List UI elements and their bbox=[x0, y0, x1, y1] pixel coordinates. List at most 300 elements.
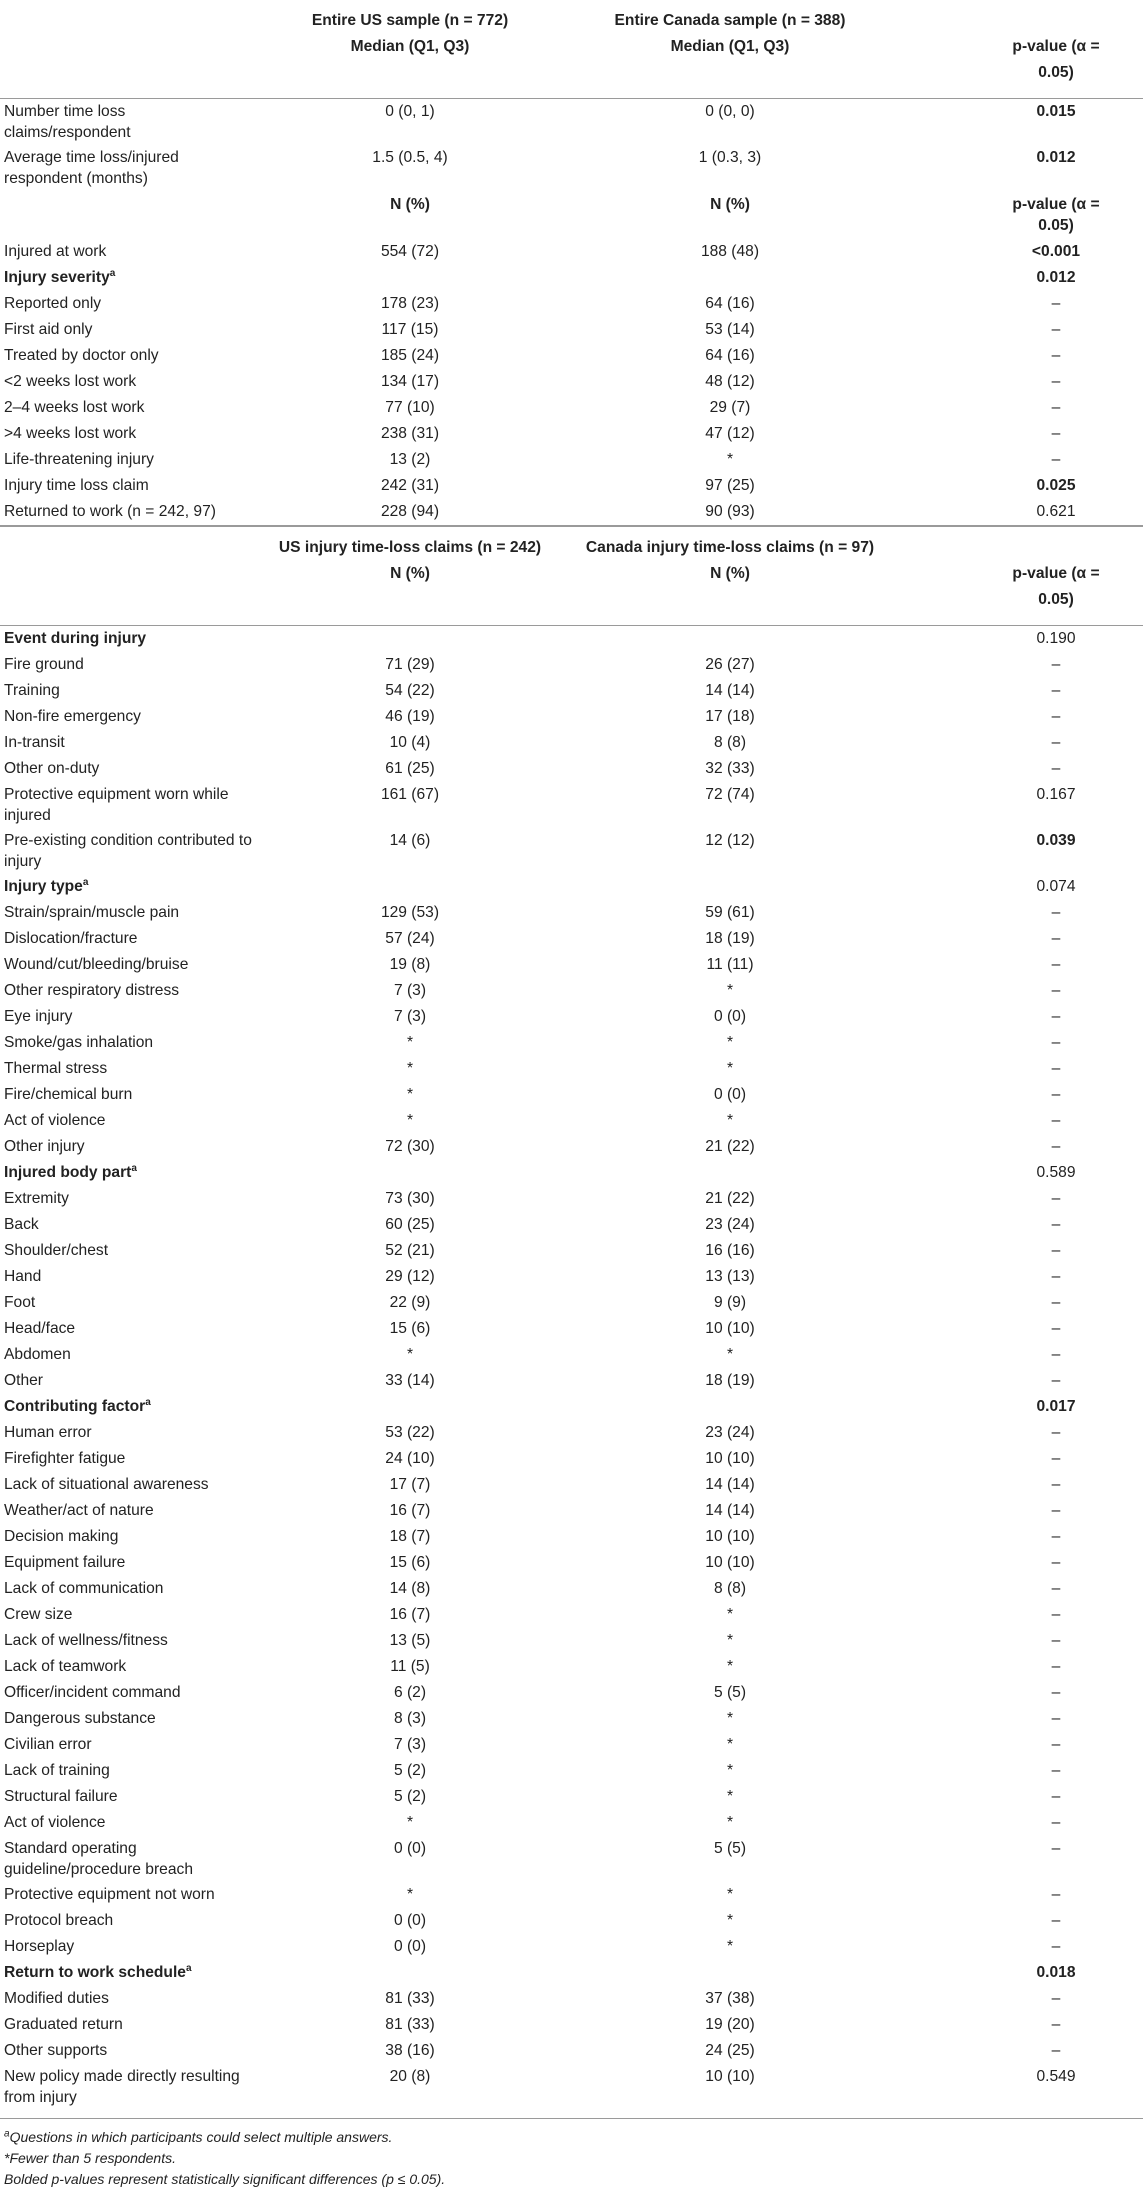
row-label-text: First aid only bbox=[4, 321, 93, 338]
table-row bbox=[0, 1108, 1143, 1134]
table-row bbox=[0, 499, 1143, 526]
p-value bbox=[900, 1420, 1143, 1446]
canada-value: * bbox=[726, 1710, 734, 1727]
us-value: 52 (21) bbox=[385, 1242, 435, 1259]
section-row bbox=[0, 874, 1143, 900]
p-value-text: – bbox=[1051, 1034, 1061, 1051]
us-value: 14 (6) bbox=[389, 832, 431, 849]
us-value bbox=[260, 1160, 560, 1186]
p-value bbox=[900, 239, 1143, 265]
p-value-text: – bbox=[1051, 1346, 1061, 1363]
row-label-text: Graduated return bbox=[4, 2016, 123, 2033]
table-row bbox=[0, 2012, 1143, 2038]
table-row bbox=[0, 1186, 1143, 1212]
header-empty-cell bbox=[900, 0, 1143, 34]
row-label bbox=[0, 1212, 260, 1238]
us-value: 46 (19) bbox=[385, 708, 435, 725]
row-label-text: Equipment failure bbox=[4, 1554, 126, 1571]
p-value bbox=[900, 1394, 1143, 1420]
canada-value: * bbox=[726, 1606, 734, 1623]
p-value bbox=[900, 828, 1143, 874]
p-value bbox=[900, 2038, 1143, 2064]
row-label bbox=[0, 1602, 260, 1628]
table-row bbox=[0, 1602, 1143, 1628]
canada-value bbox=[560, 1394, 900, 1420]
p-value bbox=[900, 99, 1143, 146]
row-label-text: Other supports bbox=[4, 2042, 108, 2059]
row-label bbox=[0, 1758, 260, 1784]
header-us-stat: Median (Q1, Q3) bbox=[350, 38, 470, 55]
row-label-text: Protocol breach bbox=[4, 1912, 114, 1929]
us-value: 16 (7) bbox=[389, 1502, 431, 1519]
row-label bbox=[0, 145, 260, 191]
row-label bbox=[0, 1934, 260, 1960]
footnote-star: *Fewer than 5 respondents. bbox=[4, 2150, 176, 2166]
us-value: 5 (2) bbox=[393, 1762, 427, 1779]
canada-value: * bbox=[726, 1912, 734, 1929]
section-row bbox=[0, 1160, 1143, 1186]
header-pvalue-text: p-value (α = 0.05) bbox=[1012, 38, 1100, 81]
header-empty-cell bbox=[0, 0, 260, 34]
p-value-text: – bbox=[1051, 1008, 1061, 1025]
table-row bbox=[0, 678, 1143, 704]
row-label bbox=[0, 317, 260, 343]
row-label bbox=[0, 900, 260, 926]
canada-value: * bbox=[726, 1788, 734, 1805]
row-label bbox=[0, 1108, 260, 1134]
header-row-1a bbox=[0, 0, 1143, 34]
footnote-marker: a bbox=[145, 1396, 151, 1408]
row-label bbox=[0, 1524, 260, 1550]
row-label-text: Abdomen bbox=[4, 1346, 71, 1363]
row-label-text: <2 weeks lost work bbox=[4, 373, 137, 390]
p-value bbox=[900, 1602, 1143, 1628]
header-canada-claims-stat: N (%) bbox=[710, 565, 750, 582]
p-value bbox=[900, 1134, 1143, 1160]
p-value bbox=[900, 704, 1143, 730]
canada-value: * bbox=[726, 451, 734, 468]
canada-value: 24 (25) bbox=[705, 2042, 755, 2059]
row-label-text: Wound/cut/bleeding/bruise bbox=[4, 956, 189, 973]
row-label-text: Injury time loss claim bbox=[4, 477, 149, 494]
row-label bbox=[0, 704, 260, 730]
p-value bbox=[900, 978, 1143, 1004]
us-value: 81 (33) bbox=[385, 1990, 435, 2007]
footnote-marker: a bbox=[109, 267, 116, 279]
row-label-text: Other respiratory distress bbox=[4, 982, 180, 999]
canada-value: 19 (20) bbox=[705, 2016, 755, 2033]
p-value bbox=[900, 1316, 1143, 1342]
p-value-text: – bbox=[1051, 451, 1061, 468]
canada-value bbox=[560, 874, 900, 900]
p-value-text: – bbox=[1051, 2042, 1061, 2059]
header-us-sample: Entire US sample (n = 772) bbox=[311, 12, 509, 29]
p-value bbox=[900, 652, 1143, 678]
p-value-text: – bbox=[1051, 1216, 1061, 1233]
p-value-text: – bbox=[1051, 1736, 1061, 1753]
table-row bbox=[0, 369, 1143, 395]
subheader-row bbox=[0, 191, 1143, 239]
p-value-text: – bbox=[1051, 321, 1061, 338]
us-value: 61 (25) bbox=[385, 760, 435, 777]
us-value: * bbox=[406, 1112, 414, 1129]
row-label-text: Event during injury bbox=[4, 630, 147, 647]
p-value bbox=[900, 291, 1143, 317]
header-empty-cell bbox=[0, 34, 260, 99]
row-label-text: Extremity bbox=[4, 1190, 69, 1207]
row-label-text: Head/face bbox=[4, 1320, 76, 1337]
row-label bbox=[0, 239, 260, 265]
canada-value: 26 (27) bbox=[705, 656, 755, 673]
row-label bbox=[0, 1472, 260, 1498]
p-value-text: – bbox=[1051, 1632, 1061, 1649]
row-label bbox=[0, 1316, 260, 1342]
row-label-text: Contributing factor bbox=[4, 1398, 146, 1415]
p-value bbox=[900, 926, 1143, 952]
row-label-text: Shoulder/chest bbox=[4, 1242, 109, 1259]
p-value-text: – bbox=[1051, 1476, 1061, 1493]
row-label bbox=[0, 652, 260, 678]
header-canada-stat: Median (Q1, Q3) bbox=[670, 38, 790, 55]
canada-value: 18 (19) bbox=[705, 1372, 755, 1389]
p-value-text: – bbox=[1051, 1840, 1061, 1857]
row-label bbox=[0, 1732, 260, 1758]
p-value bbox=[900, 2064, 1143, 2110]
table-row bbox=[0, 99, 1143, 146]
us-value: 38 (16) bbox=[385, 2042, 435, 2059]
us-value: 228 (94) bbox=[380, 503, 440, 520]
row-label-text: Return to work schedule bbox=[4, 1964, 186, 1981]
table-row bbox=[0, 1908, 1143, 1934]
p-value-text: – bbox=[1051, 1268, 1061, 1285]
row-label bbox=[0, 678, 260, 704]
us-value: 14 (8) bbox=[389, 1580, 431, 1597]
row-label-text: Firefighter fatigue bbox=[4, 1450, 126, 1467]
us-value: 72 (30) bbox=[385, 1138, 435, 1155]
row-label-text: Human error bbox=[4, 1424, 92, 1441]
p-value bbox=[900, 369, 1143, 395]
table-footnotes bbox=[0, 2118, 1143, 2190]
us-value: 15 (6) bbox=[389, 1554, 431, 1571]
row-label bbox=[0, 99, 260, 146]
p-value bbox=[900, 1342, 1143, 1368]
p-value bbox=[900, 1882, 1143, 1908]
row-label bbox=[0, 978, 260, 1004]
p-value-text: – bbox=[1051, 1606, 1061, 1623]
us-value: 17 (7) bbox=[389, 1476, 431, 1493]
p-value bbox=[900, 1758, 1143, 1784]
row-label-text: Modified duties bbox=[4, 1990, 109, 2007]
table-row bbox=[0, 343, 1143, 369]
canada-value: 23 (24) bbox=[705, 1424, 755, 1441]
canada-value: * bbox=[726, 982, 734, 999]
header-pvalue bbox=[900, 34, 1143, 99]
p-value bbox=[900, 678, 1143, 704]
canada-value: * bbox=[726, 1060, 734, 1077]
table-row bbox=[0, 1264, 1143, 1290]
row-label-text: Life-threatening injury bbox=[4, 451, 154, 468]
section-row bbox=[0, 626, 1143, 653]
table-row bbox=[0, 1134, 1143, 1160]
row-label-text: Horseplay bbox=[4, 1938, 75, 1955]
header-canada-claims: Canada injury time-loss claims (n = 97) bbox=[560, 526, 900, 561]
row-label-text: Injury type bbox=[4, 878, 83, 895]
row-label bbox=[0, 1186, 260, 1212]
header-us-claims: US injury time-loss claims (n = 242) bbox=[260, 526, 560, 561]
p-value-text: 0.074 bbox=[1036, 878, 1076, 895]
row-label-text: Foot bbox=[4, 1294, 36, 1311]
p-value bbox=[900, 1212, 1143, 1238]
row-label-text: Other on-duty bbox=[4, 760, 100, 777]
us-value: 54 (22) bbox=[385, 682, 435, 699]
table-row bbox=[0, 1472, 1143, 1498]
row-label bbox=[0, 499, 260, 526]
p-value-text: – bbox=[1051, 1762, 1061, 1779]
row-label bbox=[0, 952, 260, 978]
canada-value: * bbox=[726, 1938, 734, 1955]
row-label bbox=[0, 1960, 260, 1986]
us-value bbox=[260, 1394, 560, 1420]
p-value bbox=[900, 1108, 1143, 1134]
p-value bbox=[900, 1986, 1143, 2012]
us-value: 117 (15) bbox=[381, 321, 439, 338]
row-label bbox=[0, 1654, 260, 1680]
us-value: 29 (12) bbox=[385, 1268, 435, 1285]
canada-value: 32 (33) bbox=[705, 760, 755, 777]
p-value-text: 0.167 bbox=[1036, 786, 1076, 803]
subheader-pvalue-text: p-value (α = 0.05) bbox=[1012, 196, 1100, 234]
p-value-text: 0.012 bbox=[1036, 269, 1076, 286]
canada-value: * bbox=[726, 1736, 734, 1753]
header-pvalue-2 bbox=[900, 561, 1143, 626]
p-value-text: 0.012 bbox=[1036, 149, 1076, 166]
us-value: 242 (31) bbox=[380, 477, 440, 494]
row-label-text: Eye injury bbox=[4, 1008, 73, 1025]
table-row bbox=[0, 1882, 1143, 1908]
canada-value: * bbox=[726, 1762, 734, 1779]
p-value-text: – bbox=[1051, 1450, 1061, 1467]
table-row bbox=[0, 1446, 1143, 1472]
us-value: 13 (2) bbox=[389, 451, 431, 468]
canada-value: 12 (12) bbox=[705, 832, 755, 849]
row-label-text: Injury severity bbox=[4, 269, 110, 286]
canada-value: 59 (61) bbox=[705, 904, 755, 921]
canada-value: 23 (24) bbox=[705, 1216, 755, 1233]
row-label bbox=[0, 473, 260, 499]
row-label-text: Lack of wellness/fitness bbox=[4, 1632, 168, 1649]
table-row bbox=[0, 1004, 1143, 1030]
row-label-text: Smoke/gas inhalation bbox=[4, 1034, 154, 1051]
us-value: 238 (31) bbox=[380, 425, 440, 442]
row-label bbox=[0, 1134, 260, 1160]
row-label-text: Injured at work bbox=[4, 243, 107, 260]
row-label-text: Decision making bbox=[4, 1528, 119, 1545]
row-label-text: In-transit bbox=[4, 734, 65, 751]
us-value: 7 (3) bbox=[393, 1008, 427, 1025]
p-value bbox=[900, 1368, 1143, 1394]
us-value: 0 (0) bbox=[393, 1912, 427, 1929]
row-label bbox=[0, 291, 260, 317]
p-value bbox=[900, 1004, 1143, 1030]
subheader-canada: N (%) bbox=[710, 196, 750, 213]
p-value-text: 0.015 bbox=[1036, 103, 1076, 120]
p-value-text: – bbox=[1051, 1684, 1061, 1701]
p-value bbox=[900, 343, 1143, 369]
canada-value: 9 (9) bbox=[713, 1294, 747, 1311]
p-value bbox=[900, 1732, 1143, 1758]
table-row bbox=[0, 1680, 1143, 1706]
p-value-text: 0.018 bbox=[1036, 1964, 1076, 1981]
p-value-text: – bbox=[1051, 1528, 1061, 1545]
p-value bbox=[900, 1056, 1143, 1082]
p-value-text: – bbox=[1051, 1788, 1061, 1805]
p-value-text: – bbox=[1051, 904, 1061, 921]
subheader-empty-cell bbox=[0, 191, 260, 239]
p-value-text: – bbox=[1051, 956, 1061, 973]
us-value: * bbox=[406, 1060, 414, 1077]
table-row bbox=[0, 1368, 1143, 1394]
p-value bbox=[900, 1960, 1143, 1986]
p-value-text: – bbox=[1051, 1554, 1061, 1571]
us-value: 5 (2) bbox=[393, 1788, 427, 1805]
canada-value bbox=[560, 1160, 900, 1186]
us-value: 129 (53) bbox=[380, 904, 440, 921]
canada-value: * bbox=[726, 1346, 734, 1363]
row-label bbox=[0, 1550, 260, 1576]
p-value-text: – bbox=[1051, 760, 1061, 777]
us-value: * bbox=[406, 1346, 414, 1363]
us-value: 53 (22) bbox=[385, 1424, 435, 1441]
p-value bbox=[900, 782, 1143, 828]
table-row bbox=[0, 1986, 1143, 2012]
row-label bbox=[0, 343, 260, 369]
row-label bbox=[0, 1784, 260, 1810]
p-value bbox=[900, 1784, 1143, 1810]
p-value bbox=[900, 447, 1143, 473]
table-row bbox=[0, 1706, 1143, 1732]
p-value-text: 0.190 bbox=[1036, 630, 1076, 647]
row-label-text: Strain/sprain/muscle pain bbox=[4, 904, 180, 921]
table-row bbox=[0, 1550, 1143, 1576]
p-value-text: – bbox=[1051, 1138, 1061, 1155]
us-value: 161 (67) bbox=[380, 786, 440, 803]
p-value-text: 0.025 bbox=[1036, 477, 1076, 494]
table-row bbox=[0, 145, 1143, 191]
canada-value: 64 (16) bbox=[705, 295, 755, 312]
p-value-text: – bbox=[1051, 1912, 1061, 1929]
row-label-text: Other bbox=[4, 1372, 43, 1389]
header-row-1b bbox=[0, 34, 1143, 99]
canada-value: * bbox=[726, 1632, 734, 1649]
table-row bbox=[0, 1524, 1143, 1550]
table-row bbox=[0, 395, 1143, 421]
row-label-text: Training bbox=[4, 682, 60, 699]
us-value: 20 (8) bbox=[389, 2068, 431, 2085]
us-value bbox=[260, 265, 560, 291]
section-row bbox=[0, 1394, 1143, 1420]
us-value bbox=[260, 626, 560, 653]
row-label bbox=[0, 1810, 260, 1836]
row-label bbox=[0, 1628, 260, 1654]
p-value-text: – bbox=[1051, 1190, 1061, 1207]
p-value bbox=[900, 1082, 1143, 1108]
canada-value: 0 (0, 0) bbox=[560, 99, 900, 146]
p-value-text: – bbox=[1051, 1372, 1061, 1389]
us-value: 15 (6) bbox=[389, 1320, 431, 1337]
p-value-text: – bbox=[1051, 1580, 1061, 1597]
row-label-text: Act of violence bbox=[4, 1814, 106, 1831]
row-label-text: Reported only bbox=[4, 295, 102, 312]
p-value-text: 0.017 bbox=[1036, 1398, 1076, 1415]
row-label bbox=[0, 2012, 260, 2038]
table-row bbox=[0, 291, 1143, 317]
table-row bbox=[0, 2038, 1143, 2064]
row-label bbox=[0, 2038, 260, 2064]
p-value bbox=[900, 1628, 1143, 1654]
p-value-text: – bbox=[1051, 930, 1061, 947]
subheader-pvalue bbox=[900, 191, 1143, 239]
us-value: 16 (7) bbox=[389, 1606, 431, 1623]
canada-value: 14 (14) bbox=[705, 682, 755, 699]
table-row bbox=[0, 652, 1143, 678]
row-label-text: Officer/incident command bbox=[4, 1684, 181, 1701]
p-value bbox=[900, 395, 1143, 421]
p-value-text: – bbox=[1051, 425, 1061, 442]
row-label-text: Structural failure bbox=[4, 1788, 118, 1805]
row-label-text: Protective equipment not worn bbox=[4, 1886, 215, 1903]
row-label bbox=[0, 421, 260, 447]
header-us-claims-stat: N (%) bbox=[390, 565, 430, 582]
table-row bbox=[0, 828, 1143, 874]
p-value bbox=[900, 317, 1143, 343]
header-row-2a bbox=[0, 526, 1143, 561]
canada-value bbox=[560, 626, 900, 653]
row-label-text: New policy made directly resulting from injury bbox=[4, 2068, 240, 2106]
canada-value bbox=[560, 1960, 900, 1986]
row-label bbox=[0, 926, 260, 952]
p-value bbox=[900, 1908, 1143, 1934]
row-label bbox=[0, 1056, 260, 1082]
p-value-text: – bbox=[1051, 1658, 1061, 1675]
header-canada-sample: Entire Canada sample (n = 388) bbox=[614, 12, 846, 29]
header-pvalue-2-text: p-value (α = 0.05) bbox=[1012, 565, 1100, 608]
canada-value: 64 (16) bbox=[705, 347, 755, 364]
footnote-a bbox=[4, 2127, 1143, 2148]
row-label bbox=[0, 730, 260, 756]
p-value bbox=[900, 1290, 1143, 1316]
p-value bbox=[900, 499, 1143, 526]
p-value-text: – bbox=[1051, 2016, 1061, 2033]
p-value-text: – bbox=[1051, 399, 1061, 416]
row-label bbox=[0, 1238, 260, 1264]
canada-value: 48 (12) bbox=[705, 373, 755, 390]
p-value bbox=[900, 145, 1143, 191]
row-label bbox=[0, 447, 260, 473]
us-value: 554 (72) bbox=[380, 243, 440, 260]
us-value: * bbox=[406, 1086, 414, 1103]
us-value: 57 (24) bbox=[385, 930, 435, 947]
row-label-text: Returned to work (n = 242, 97) bbox=[4, 503, 216, 520]
p-value-text: – bbox=[1051, 1294, 1061, 1311]
table-row bbox=[0, 1420, 1143, 1446]
canada-value: 10 (10) bbox=[705, 2068, 755, 2085]
us-value: 8 (3) bbox=[393, 1710, 427, 1727]
table-row bbox=[0, 1732, 1143, 1758]
p-value bbox=[900, 265, 1143, 291]
table-row bbox=[0, 1056, 1143, 1082]
header-empty-cell bbox=[0, 561, 260, 626]
us-value: 18 (7) bbox=[389, 1528, 431, 1545]
